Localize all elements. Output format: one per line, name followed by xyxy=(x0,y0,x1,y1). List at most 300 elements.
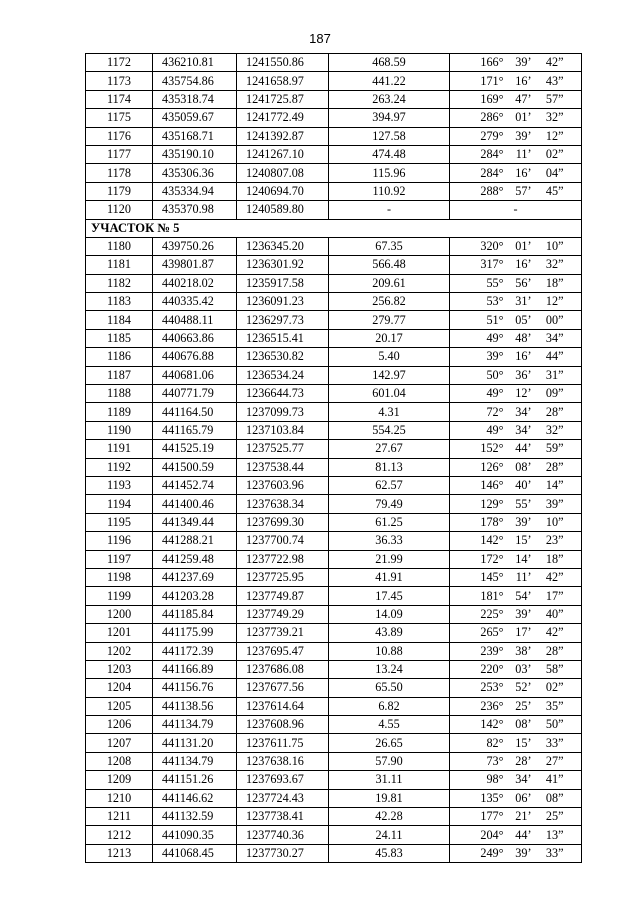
length-cell: 62.57 xyxy=(329,476,450,494)
section-title: УЧАСТОК № 5 xyxy=(86,219,582,237)
point-number-cell: 1185 xyxy=(86,329,153,347)
point-number-cell: 1187 xyxy=(86,366,153,384)
angle-cell xyxy=(450,385,582,403)
angle-cell xyxy=(450,716,582,734)
angle-degrees: 177° xyxy=(480,809,504,824)
angle-degrees: 49° xyxy=(486,331,504,346)
x-coordinate-cell: 441090.35 xyxy=(153,826,237,844)
y-coordinate-cell: 1241725.87 xyxy=(237,90,329,108)
angle-seconds: 09” xyxy=(545,386,564,401)
angle-seconds: 12” xyxy=(545,128,564,143)
y-coordinate-cell: 1237608.96 xyxy=(237,716,329,734)
angle-degrees: 171° xyxy=(480,73,504,88)
angle-cell xyxy=(450,72,582,90)
point-number-cell: 1213 xyxy=(86,844,153,862)
angle-minutes: 06’ xyxy=(515,790,532,805)
y-coordinate-cell: 1236515.41 xyxy=(237,329,329,347)
angle-cell xyxy=(450,532,582,550)
angle-cell xyxy=(450,734,582,752)
table-row xyxy=(86,145,582,163)
length-cell: 41.91 xyxy=(329,568,450,586)
angle-seconds: 25” xyxy=(545,809,564,824)
angle-minutes: 15’ xyxy=(515,735,532,750)
angle-degrees: 286° xyxy=(480,110,504,125)
y-coordinate-cell: 1237699.30 xyxy=(237,513,329,531)
length-cell: 394.97 xyxy=(329,109,450,127)
x-coordinate-cell: 435168.71 xyxy=(153,127,237,145)
angle-degrees: 72° xyxy=(486,404,504,419)
angle-seconds: 33” xyxy=(545,845,564,860)
angle-cell xyxy=(450,660,582,678)
point-number-cell: 1204 xyxy=(86,679,153,697)
table-row xyxy=(86,72,582,90)
angle-cell xyxy=(450,605,582,623)
y-coordinate-cell: 1235917.58 xyxy=(237,274,329,292)
y-coordinate-cell: 1237525.77 xyxy=(237,440,329,458)
angle-cell xyxy=(450,164,582,182)
angle-cell: - xyxy=(450,201,582,219)
angle-cell xyxy=(450,587,582,605)
angle-seconds: 43” xyxy=(545,73,564,88)
angle-minutes: 16’ xyxy=(515,257,532,272)
table-row xyxy=(86,789,582,807)
angle-minutes: 54’ xyxy=(515,588,532,603)
angle-minutes: 21’ xyxy=(515,809,532,824)
y-coordinate-cell: 1237749.87 xyxy=(237,587,329,605)
length-cell: 20.17 xyxy=(329,329,450,347)
y-coordinate-cell: 1237730.27 xyxy=(237,844,329,862)
x-coordinate-cell: 441132.59 xyxy=(153,808,237,826)
angle-minutes: 08’ xyxy=(515,717,532,732)
x-coordinate-cell: 441068.45 xyxy=(153,844,237,862)
length-cell: 6.82 xyxy=(329,697,450,715)
y-coordinate-cell: 1241392.87 xyxy=(237,127,329,145)
length-cell: 14.09 xyxy=(329,605,450,623)
point-number-cell: 1203 xyxy=(86,660,153,678)
angle-minutes: 57’ xyxy=(515,183,532,198)
angle-seconds: 32” xyxy=(545,423,564,437)
length-cell: 36.33 xyxy=(329,532,450,550)
y-coordinate-cell: 1237103.84 xyxy=(237,421,329,439)
point-number-cell: 1206 xyxy=(86,716,153,734)
length-cell: 21.99 xyxy=(329,550,450,568)
point-number-cell: 1199 xyxy=(86,587,153,605)
table-row xyxy=(86,256,582,274)
table-row xyxy=(86,366,582,384)
table-row xyxy=(86,476,582,494)
angle-seconds: 02” xyxy=(545,680,564,695)
angle-minutes: 31’ xyxy=(515,294,532,309)
x-coordinate-cell: 435059.67 xyxy=(153,109,237,127)
x-coordinate-cell: 440771.79 xyxy=(153,385,237,403)
table-row xyxy=(86,293,582,311)
table-row xyxy=(86,808,582,826)
angle-degrees: 166° xyxy=(480,55,504,70)
angle-degrees: 288° xyxy=(480,183,504,198)
y-coordinate-cell: 1237603.96 xyxy=(237,476,329,494)
length-cell: 27.67 xyxy=(329,440,450,458)
angle-seconds: 13” xyxy=(545,827,564,842)
table-row xyxy=(86,201,582,219)
y-coordinate-cell: 1241267.10 xyxy=(237,145,329,163)
angle-cell xyxy=(450,440,582,458)
angle-seconds: 32” xyxy=(545,257,564,272)
angle-degrees: 178° xyxy=(480,514,504,529)
angle-minutes: 48’ xyxy=(515,331,532,346)
angle-degrees: 49° xyxy=(486,423,504,437)
angle-cell xyxy=(450,808,582,826)
angle-minutes: 01’ xyxy=(515,239,532,254)
x-coordinate-cell: 441138.56 xyxy=(153,697,237,715)
angle-degrees: 98° xyxy=(486,772,504,787)
x-coordinate-cell: 441525.19 xyxy=(153,440,237,458)
angle-degrees: 204° xyxy=(480,827,504,842)
angle-cell xyxy=(450,458,582,476)
angle-minutes: 38’ xyxy=(515,643,532,658)
angle-seconds: 45” xyxy=(545,183,564,198)
angle-minutes: 39’ xyxy=(515,514,532,529)
y-coordinate-cell: 1241772.49 xyxy=(237,109,329,127)
angle-seconds: 34” xyxy=(545,331,564,346)
length-cell: 19.81 xyxy=(329,789,450,807)
point-number-cell: 1177 xyxy=(86,145,153,163)
y-coordinate-cell: 1241658.97 xyxy=(237,72,329,90)
table-row xyxy=(86,642,582,660)
table-row xyxy=(86,54,582,72)
angle-minutes: 39’ xyxy=(515,845,532,860)
point-number-cell: 1173 xyxy=(86,72,153,90)
length-cell: 601.04 xyxy=(329,385,450,403)
angle-minutes: 16’ xyxy=(515,349,532,364)
y-coordinate-cell: 1237686.08 xyxy=(237,660,329,678)
table-row xyxy=(86,458,582,476)
point-number-cell: 1209 xyxy=(86,771,153,789)
table-row xyxy=(86,587,582,605)
y-coordinate-cell: 1236091.23 xyxy=(237,293,329,311)
length-cell: 45.83 xyxy=(329,844,450,862)
point-number-cell: 1195 xyxy=(86,513,153,531)
angle-degrees: 49° xyxy=(486,386,504,401)
table-row xyxy=(86,660,582,678)
point-number-cell: 1192 xyxy=(86,458,153,476)
point-number-cell: 1183 xyxy=(86,293,153,311)
table-row xyxy=(86,90,582,108)
angle-degrees: 172° xyxy=(480,551,504,566)
angle-degrees: 50° xyxy=(486,367,504,382)
angle-degrees: 55° xyxy=(486,275,504,290)
angle-seconds: 59” xyxy=(545,441,564,456)
angle-minutes: 36’ xyxy=(515,367,532,382)
table-row xyxy=(86,495,582,513)
angle-seconds: 18” xyxy=(545,275,564,290)
y-coordinate-cell: 1237749.29 xyxy=(237,605,329,623)
angle-minutes: 14’ xyxy=(515,551,532,566)
angle-seconds: 12” xyxy=(545,294,564,309)
length-cell: 142.97 xyxy=(329,366,450,384)
angle-seconds: 18” xyxy=(545,551,564,566)
angle-seconds: 28” xyxy=(545,459,564,474)
angle-degrees: 284° xyxy=(480,165,504,180)
x-coordinate-cell: 441400.46 xyxy=(153,495,237,513)
table-row xyxy=(86,844,582,862)
length-cell: 81.13 xyxy=(329,458,450,476)
point-number-cell: 1198 xyxy=(86,568,153,586)
y-coordinate-cell: 1241550.86 xyxy=(237,54,329,72)
angle-cell xyxy=(450,54,582,72)
x-coordinate-cell: 441164.50 xyxy=(153,403,237,421)
table-row xyxy=(86,826,582,844)
x-coordinate-cell: 440218.02 xyxy=(153,274,237,292)
table-row xyxy=(86,182,582,200)
angle-cell xyxy=(450,182,582,200)
point-number-cell: 1211 xyxy=(86,808,153,826)
angle-minutes: 16’ xyxy=(515,165,532,180)
point-number-cell: 1120 xyxy=(86,201,153,219)
length-cell: 4.31 xyxy=(329,403,450,421)
y-coordinate-cell: 1237538.44 xyxy=(237,458,329,476)
angle-cell xyxy=(450,513,582,531)
angle-degrees: 129° xyxy=(480,496,504,511)
angle-seconds: 50” xyxy=(545,717,564,732)
angle-minutes: 39’ xyxy=(515,606,532,621)
angle-minutes: 15’ xyxy=(515,533,532,548)
x-coordinate-cell: 441259.48 xyxy=(153,550,237,568)
length-cell: 566.48 xyxy=(329,256,450,274)
angle-seconds: 27” xyxy=(545,754,564,769)
angle-degrees: 169° xyxy=(480,91,504,106)
angle-seconds: 32” xyxy=(545,110,564,125)
table-row xyxy=(86,440,582,458)
angle-degrees: 279° xyxy=(480,128,504,143)
x-coordinate-cell: 441146.62 xyxy=(153,789,237,807)
length-cell: 4.55 xyxy=(329,716,450,734)
x-coordinate-cell: 441185.84 xyxy=(153,605,237,623)
point-number-cell: 1197 xyxy=(86,550,153,568)
length-cell: 263.24 xyxy=(329,90,450,108)
table-row xyxy=(86,734,582,752)
point-number-cell: 1180 xyxy=(86,237,153,255)
point-number-cell: 1189 xyxy=(86,403,153,421)
length-cell: 127.58 xyxy=(329,127,450,145)
x-coordinate-cell: 441349.44 xyxy=(153,513,237,531)
length-cell: 42.28 xyxy=(329,808,450,826)
angle-cell xyxy=(450,90,582,108)
angle-seconds: 04” xyxy=(545,165,564,180)
angle-cell xyxy=(450,826,582,844)
point-number-cell: 1179 xyxy=(86,182,153,200)
angle-degrees: 249° xyxy=(480,845,504,860)
length-cell: 26.65 xyxy=(329,734,450,752)
length-cell: 256.82 xyxy=(329,293,450,311)
table-row xyxy=(86,274,582,292)
angle-minutes: 44’ xyxy=(515,441,532,456)
angle-cell xyxy=(450,329,582,347)
point-number-cell: 1190 xyxy=(86,421,153,439)
section-header-row xyxy=(86,219,582,237)
length-cell: 468.59 xyxy=(329,54,450,72)
x-coordinate-cell: 441172.39 xyxy=(153,642,237,660)
x-coordinate-cell: 440335.42 xyxy=(153,293,237,311)
angle-cell xyxy=(450,348,582,366)
x-coordinate-cell: 439750.26 xyxy=(153,237,237,255)
angle-cell xyxy=(450,789,582,807)
angle-seconds: 10” xyxy=(545,514,564,529)
y-coordinate-cell: 1237693.67 xyxy=(237,771,329,789)
x-coordinate-cell: 435190.10 xyxy=(153,145,237,163)
angle-minutes: 28’ xyxy=(515,754,532,769)
y-coordinate-cell: 1237722.98 xyxy=(237,550,329,568)
angle-seconds: 14” xyxy=(545,478,564,493)
angle-seconds: 02” xyxy=(545,147,564,162)
angle-minutes: 40’ xyxy=(515,478,532,493)
length-cell: 17.45 xyxy=(329,587,450,605)
angle-degrees: 142° xyxy=(480,533,504,548)
point-number-cell: 1191 xyxy=(86,440,153,458)
angle-degrees: 265° xyxy=(480,625,504,640)
page-number: 187 xyxy=(309,31,331,46)
y-coordinate-cell: 1237724.43 xyxy=(237,789,329,807)
angle-seconds: 10” xyxy=(545,239,564,254)
angle-minutes: 47’ xyxy=(515,91,532,106)
angle-degrees: 239° xyxy=(480,643,504,658)
table-row xyxy=(86,624,582,642)
point-number-cell: 1210 xyxy=(86,789,153,807)
angle-cell xyxy=(450,127,582,145)
length-cell: 31.11 xyxy=(329,771,450,789)
angle-degrees: 53° xyxy=(486,294,504,309)
table-row xyxy=(86,109,582,127)
length-cell: 209.61 xyxy=(329,274,450,292)
angle-cell xyxy=(450,403,582,421)
point-number-cell: 1193 xyxy=(86,476,153,494)
angle-cell xyxy=(450,237,582,255)
angle-cell xyxy=(450,109,582,127)
angle-minutes: 11’ xyxy=(515,147,532,162)
y-coordinate-cell: 1236644.73 xyxy=(237,385,329,403)
x-coordinate-cell: 435370.98 xyxy=(153,201,237,219)
angle-minutes: 03’ xyxy=(515,662,532,677)
y-coordinate-cell: 1237638.34 xyxy=(237,495,329,513)
angle-seconds: 39” xyxy=(545,496,564,511)
angle-degrees: 135° xyxy=(480,790,504,805)
x-coordinate-cell: 441288.21 xyxy=(153,532,237,550)
length-cell: 57.90 xyxy=(329,752,450,770)
table-row xyxy=(86,513,582,531)
point-number-cell: 1202 xyxy=(86,642,153,660)
x-coordinate-cell: 440663.86 xyxy=(153,329,237,347)
length-cell: 10.88 xyxy=(329,642,450,660)
x-coordinate-cell: 441134.79 xyxy=(153,752,237,770)
angle-seconds: 42” xyxy=(545,570,564,585)
angle-degrees: 82° xyxy=(486,735,504,750)
angle-degrees: 145° xyxy=(480,570,504,585)
point-number-cell: 1208 xyxy=(86,752,153,770)
y-coordinate-cell: 1240694.70 xyxy=(237,182,329,200)
x-coordinate-cell: 439801.87 xyxy=(153,256,237,274)
y-coordinate-cell: 1237695.47 xyxy=(237,642,329,660)
angle-seconds: 44” xyxy=(545,349,564,364)
table-row xyxy=(86,127,582,145)
angle-cell xyxy=(450,293,582,311)
table-row xyxy=(86,311,582,329)
angle-seconds: 57” xyxy=(545,91,564,106)
angle-seconds: 08” xyxy=(545,790,564,805)
angle-minutes: 44’ xyxy=(515,827,532,842)
x-coordinate-cell: 441151.26 xyxy=(153,771,237,789)
y-coordinate-cell: 1240807.08 xyxy=(237,164,329,182)
point-number-cell: 1181 xyxy=(86,256,153,274)
length-cell: - xyxy=(329,201,450,219)
y-coordinate-cell: 1237099.73 xyxy=(237,403,329,421)
table-row xyxy=(86,550,582,568)
y-coordinate-cell: 1240589.80 xyxy=(237,201,329,219)
table-row xyxy=(86,679,582,697)
point-number-cell: 1174 xyxy=(86,90,153,108)
angle-minutes: 52’ xyxy=(515,680,532,695)
coordinates-table-body xyxy=(86,54,582,863)
table-row xyxy=(86,329,582,347)
y-coordinate-cell: 1237638.16 xyxy=(237,752,329,770)
point-number-cell: 1172 xyxy=(86,54,153,72)
length-cell: 5.40 xyxy=(329,348,450,366)
angle-minutes: 25’ xyxy=(515,698,532,713)
point-number-cell: 1175 xyxy=(86,109,153,127)
angle-degrees: 51° xyxy=(486,312,504,327)
x-coordinate-cell: 440676.88 xyxy=(153,348,237,366)
point-number-cell: 1184 xyxy=(86,311,153,329)
table-row xyxy=(86,752,582,770)
table-row xyxy=(86,716,582,734)
angle-cell xyxy=(450,624,582,642)
angle-cell xyxy=(450,752,582,770)
angle-minutes: 39’ xyxy=(515,128,532,143)
point-number-cell: 1176 xyxy=(86,127,153,145)
angle-seconds: 42” xyxy=(545,625,564,640)
y-coordinate-cell: 1236534.24 xyxy=(237,366,329,384)
x-coordinate-cell: 435318.74 xyxy=(153,90,237,108)
point-number-cell: 1196 xyxy=(86,532,153,550)
length-cell: 441.22 xyxy=(329,72,450,90)
table-row xyxy=(86,348,582,366)
x-coordinate-cell: 435306.36 xyxy=(153,164,237,182)
angle-degrees: 152° xyxy=(480,441,504,456)
angle-seconds: 23” xyxy=(545,533,564,548)
angle-degrees: 317° xyxy=(480,257,504,272)
angle-cell xyxy=(450,145,582,163)
angle-cell xyxy=(450,844,582,862)
point-number-cell: 1194 xyxy=(86,495,153,513)
angle-seconds: 41” xyxy=(545,772,564,787)
length-cell: 61.25 xyxy=(329,513,450,531)
y-coordinate-cell: 1236301.92 xyxy=(237,256,329,274)
x-coordinate-cell: 441452.74 xyxy=(153,476,237,494)
angle-minutes: 34’ xyxy=(515,772,532,787)
point-number-cell: 1201 xyxy=(86,624,153,642)
y-coordinate-cell: 1237677.56 xyxy=(237,679,329,697)
length-cell: 65.50 xyxy=(329,679,450,697)
x-coordinate-cell: 441165.79 xyxy=(153,421,237,439)
angle-cell xyxy=(450,771,582,789)
table-row xyxy=(86,771,582,789)
angle-seconds: 58” xyxy=(545,662,564,677)
angle-minutes: 16’ xyxy=(515,73,532,88)
x-coordinate-cell: 441166.89 xyxy=(153,660,237,678)
angle-minutes: 34’ xyxy=(515,423,532,437)
angle-cell xyxy=(450,274,582,292)
angle-minutes: 17’ xyxy=(515,625,532,640)
y-coordinate-cell: 1237738.41 xyxy=(237,808,329,826)
x-coordinate-cell: 441175.99 xyxy=(153,624,237,642)
